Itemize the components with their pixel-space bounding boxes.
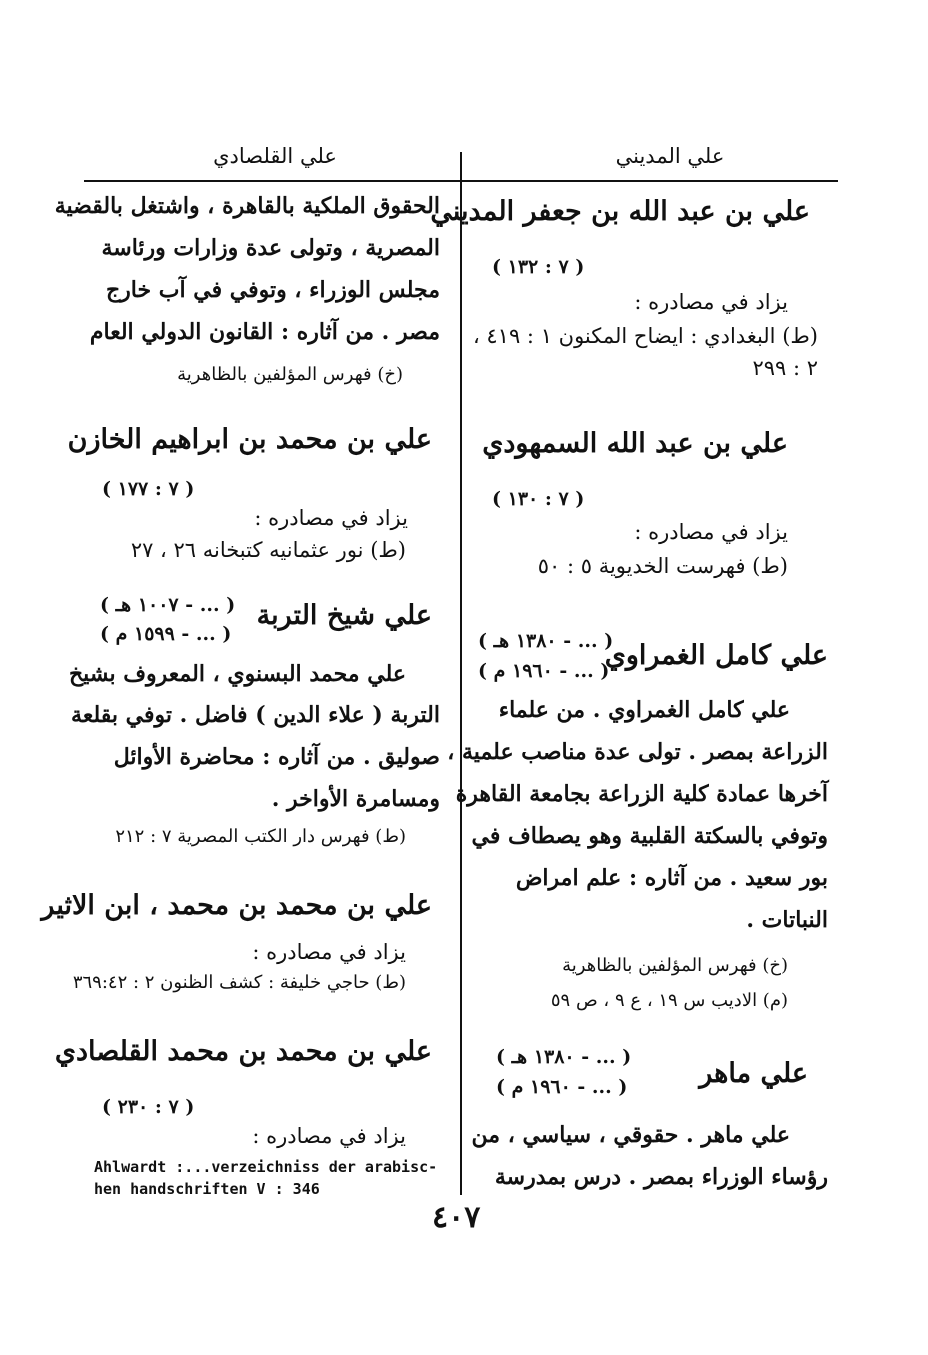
entry-name: علي بن عبد الله السمهودي <box>482 428 788 459</box>
entry-date: ( ٧ : ٢٣٠ ) <box>102 1096 195 1118</box>
bio-line: مجلس الوزراء ، وتوفي في آب خارج <box>105 277 440 303</box>
bio-line: علي كامل الغمراوي . من علماء <box>498 697 790 723</box>
bio-line: الزراعة بمصر . تولى عدة مناصب علمية ، <box>447 739 828 765</box>
added-label: يزاد في مصادره : <box>634 290 788 314</box>
entry-date: ( ٧ : ١٣٠ ) <box>492 488 585 510</box>
bio-line: النباتات . <box>746 907 828 933</box>
bio-line: وتوفي بالسكتة القلبية وهو يصطاف في <box>471 823 828 849</box>
source-line: ٢ : ٢٩٩ <box>752 356 818 380</box>
source-line: (ط) نور عثمانيه كتبخانه ٢٦ ، ٢٧ <box>130 538 406 562</box>
source-line: (ط) حاجي خليفة : كشف الظنون ٢ : ٣٦٩:٤٢ <box>72 972 406 993</box>
entry-date: ( ٧ : ١٧٧ ) <box>102 478 195 500</box>
bio-line: بور سعيد . من آثاره : علم امراض <box>515 865 828 891</box>
entry-name: علي بن محمد بن محمد ، ابن الاثير <box>41 890 432 921</box>
bio-line: رؤساء الوزراء بمصر . درس بمدرسة <box>494 1164 828 1190</box>
source-line: (خ) فهرس المؤلفين بالظاهرية <box>562 955 788 976</box>
entry-name: علي كامل الغمراوي <box>604 640 828 671</box>
bio-line: التربة ( علاء الدين ) فاضل . توفي بقلعة <box>71 702 440 728</box>
added-label: يزاد في مصادره : <box>252 1124 406 1148</box>
entry-date-gregorian: ( ... - ١٥٩٩ م ) <box>100 623 232 645</box>
bio-line: مصر . من آثاره : القانون الدولي العام <box>89 319 440 345</box>
entry-date-gregorian: ( ... - ١٩٦٠ م ) <box>478 660 610 682</box>
bio-line: المصرية ، وتولى عدة وزارات ورئاسة <box>101 235 440 261</box>
added-label: يزاد في مصادره : <box>634 520 788 544</box>
latin-source-line: hen handschriften V : 346 <box>94 1180 320 1198</box>
right-column-header: علي المديني <box>615 144 725 168</box>
entry-date-gregorian: ( ... - ١٩٦٠ م ) <box>496 1076 628 1098</box>
entry-date-hijri: ( ... - ١٣٨٠ هـ ) <box>478 630 614 652</box>
bio-line: آخرها عمادة كلية الزراعة بجامعة القاهرة <box>455 781 828 807</box>
bio-line: الحقوق الملكية بالقاهرة ، واشتغل بالقضية <box>54 193 440 219</box>
entry-name: علي بن محمد بن محمد القلصادي <box>54 1036 432 1067</box>
added-label: يزاد في مصادره : <box>254 506 408 530</box>
entry-date-hijri: ( ... - ١٠٠٧ هـ ) <box>100 594 236 616</box>
latin-source-line: Ahlwardt :...verzeichniss der arabisc- <box>94 1158 438 1176</box>
source-line: (م) الاديب س ١٩ ، ع ٩ ، ص ٥٩ <box>550 990 788 1011</box>
bio-line: علي ماهر . حقوقي ، سياسي ، من <box>471 1122 790 1148</box>
entry-name: علي بن محمد بن ابراهيم الخازن <box>67 424 432 455</box>
entry-date: ( ٧ : ١٣٢ ) <box>492 256 585 278</box>
bio-line: ومسامرة الأواخر . <box>271 786 440 812</box>
entry-name: علي ماهر <box>699 1058 808 1089</box>
left-column-header: علي القلصادي <box>213 144 337 168</box>
bio-line: علي محمد البسنوي ، المعروف بشيخ <box>68 661 406 687</box>
entry-date-hijri: ( ... - ١٣٨٠ هـ ) <box>496 1046 632 1068</box>
entry-name: علي شيخ التربة <box>256 600 432 631</box>
page-number: ٤٠٧ <box>432 1200 481 1235</box>
source-line: (ط) فهرس دار الكتب المصرية ٧ : ٢١٢ <box>115 826 406 847</box>
source-line: (خ) فهرس المؤلفين بالظاهرية <box>177 364 403 385</box>
added-label: يزاد في مصادره : <box>252 940 406 964</box>
source-line: (ط) فهرست الخديوية ٥ : ٥٠ <box>537 554 788 578</box>
bio-line: صوليق . من آثاره : محاضرة الأوائل <box>113 744 440 770</box>
column-divider <box>460 152 462 1195</box>
entry-name: علي بن عبد الله بن جعفر المديني <box>430 196 810 227</box>
source-line: (ط) البغدادي : ايضاح المكنون ١ : ٤١٩ ، <box>472 324 818 348</box>
